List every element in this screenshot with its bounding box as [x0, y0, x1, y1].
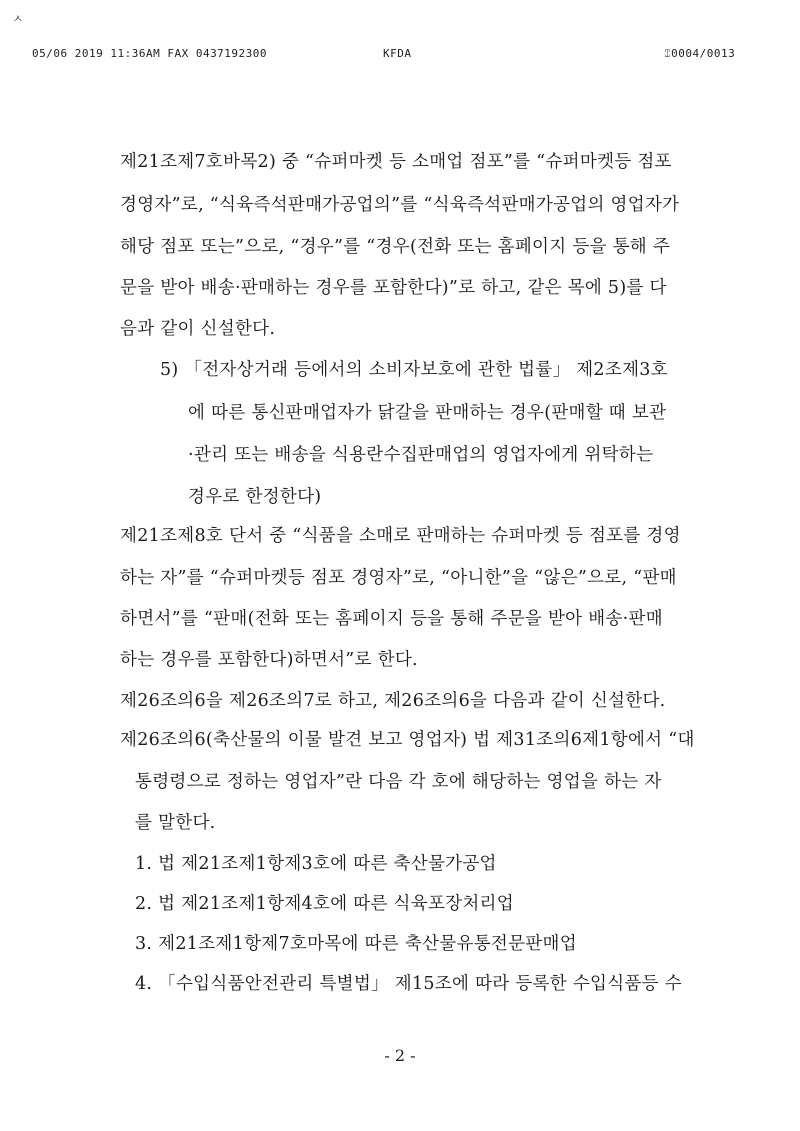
text-line: 해당 점포 또는”으로, “경우”를 “경우(전화 또는 홈페이지 등을 통해 주	[120, 237, 671, 257]
corner-mark: ㅅ	[12, 12, 24, 26]
text-line: 경영자”로, “식육즉석판매가공업의”를 “식육즉석판매가공업의 영업자가	[120, 195, 680, 215]
text-line: 문을 받아 배송·판매하는 경우를 포함한다)”로 하고, 같은 목에 5)를 다	[120, 278, 667, 298]
fax-header	[0, 47, 800, 67]
fax-sender: KFDA	[383, 47, 412, 60]
text-line: 하면서”를 “판매(전화 또는 홈페이지 등을 통해 주문을 받아 배송·판매	[120, 609, 663, 629]
text-line: 를 말한다.	[135, 813, 216, 833]
text-line: 에 따른 통신판매업자가 닭갈을 판매하는 경우(판매할 때 보관	[188, 403, 667, 423]
page-number: - 2 -	[384, 1046, 416, 1065]
text-line: 제21조제7호바목2) 중 “슈퍼마켓 등 소매업 점포”를 “슈퍼마켓등 점포	[120, 152, 672, 172]
text-line: 하는 경우를 포함한다)하면서”로 한다.	[120, 650, 418, 670]
text-line: 제21조제8호 단서 중 “식품을 소매로 판매하는 슈퍼마켓 등 점포를 경영	[120, 526, 681, 546]
text-line: 경우로 한정한다)	[188, 487, 322, 507]
text-line: 제26조의6을 제26조의7로 하고, 제26조의6을 다음과 같이 신설한다.	[120, 691, 666, 711]
text-line: 하는 자”를 “슈퍼마켓등 점포 경영자”로, “아니한”을 “않은”으로, “판매	[120, 568, 677, 588]
fax-datetime-number: 05/06 2019 11:36AM FAX 0437192300	[32, 47, 268, 60]
text-line: 제26조의6(축산물의 이물 발견 보고 영업자) 법 제31조의6제1항에서 “대	[120, 730, 695, 750]
text-line: 음과 같이 신설한다.	[120, 319, 276, 339]
text-line: ·관리 또는 배송을 식용란수집판매업의 영업자에게 위탁하는	[188, 445, 654, 465]
list-item: 2. 법 제21조제1항제4호에 따른 식육포장처리업	[135, 894, 514, 914]
fax-page-counter: ⑄0004/0013	[664, 47, 736, 60]
text-line: 통령령으로 정하는 영업자”란 다음 각 호에 해당하는 영업을 하는 자	[135, 772, 662, 792]
list-item: 4. 「수입식품안전관리 특별법」 제15조에 따라 등록한 수입식품등 수	[135, 974, 682, 994]
list-item: 3. 제21조제1항제7호마목에 따른 축산물유통전문판매업	[135, 934, 577, 954]
list-item: 5) 「전자상거래 등에서의 소비자보호에 관한 법률」 제2조제3호	[160, 360, 668, 380]
list-item: 1. 법 제21조제1항제3호에 따른 축산물가공업	[135, 854, 497, 874]
